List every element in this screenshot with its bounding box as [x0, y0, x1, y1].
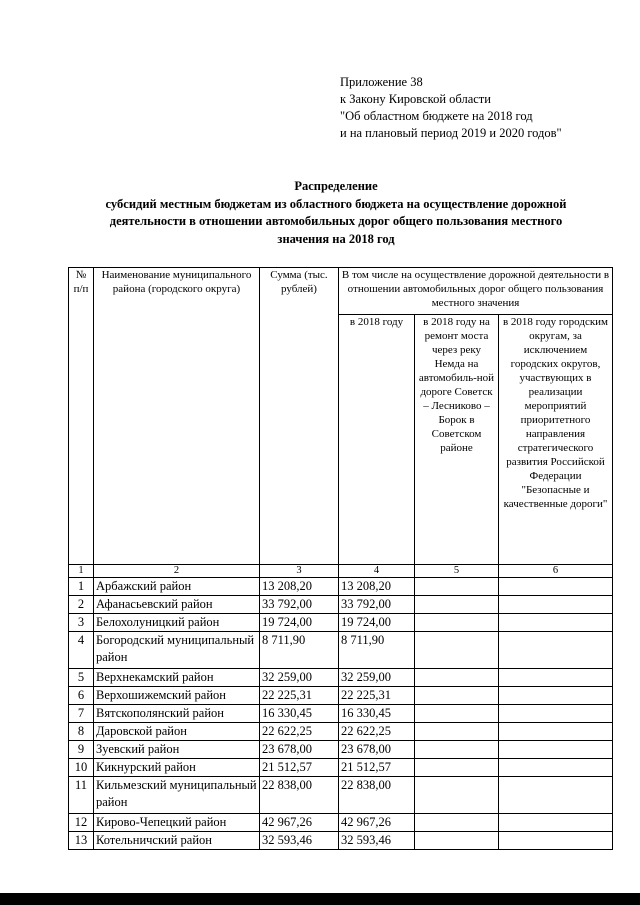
y2018-cell: 13 208,20 — [339, 578, 415, 596]
row-number: 11 — [69, 777, 94, 814]
city-cell — [499, 814, 613, 832]
row-number: 7 — [69, 705, 94, 723]
city-cell — [499, 759, 613, 777]
document-title — [60, 178, 612, 248]
bridge-cell — [415, 705, 499, 723]
appendix-line: и на плановый период 2019 и 2020 годов" — [340, 126, 562, 140]
district-name: Кильмезский муниципальный район — [94, 777, 260, 814]
sum-cell: 19 724,00 — [260, 614, 339, 632]
title-line: деятельности в отношении автомобильных дорог общего пользования местного — [109, 214, 563, 228]
city-cell — [499, 669, 613, 687]
title-line: субсидий местным бюджетам из областного бюджета на осуществление дорожной — [105, 196, 567, 211]
column-number: 4 — [339, 565, 415, 578]
bridge-cell — [415, 759, 499, 777]
district-name: Верхошижемский район — [94, 687, 260, 705]
row-number: 10 — [69, 759, 94, 777]
district-name: Кирово-Чепецкий район — [94, 814, 260, 832]
column-numbers-row — [69, 565, 613, 578]
city-cell — [499, 777, 613, 814]
district-name: Котельничский район — [94, 832, 260, 850]
header-number: № п/п — [69, 268, 94, 565]
sum-cell: 32 593,46 — [260, 832, 339, 850]
district-name: Богородский муниципальный район — [94, 632, 260, 669]
header-sub-bridge: в 2018 году на ремонт моста через реку Немда на автомобиль-ной дороге Советск – Лесниково – Борок в Советском районе — [415, 315, 499, 565]
table-row — [69, 596, 613, 614]
header-name: Наименование муниципального района (городского округа) — [94, 268, 260, 565]
district-name: Афанасьевский район — [94, 596, 260, 614]
y2018-cell: 8 711,90 — [339, 632, 415, 669]
table-row — [69, 705, 613, 723]
sum-cell: 13 208,20 — [260, 578, 339, 596]
table-row — [69, 632, 613, 669]
row-number: 9 — [69, 741, 94, 759]
header-sub-2018: в 2018 году — [339, 315, 415, 565]
table-row — [69, 759, 613, 777]
y2018-cell: 42 967,26 — [339, 814, 415, 832]
appendix-line: "Об областном бюджете на 2018 год — [340, 109, 533, 123]
column-number: 1 — [69, 565, 94, 578]
sum-cell: 23 678,00 — [260, 741, 339, 759]
city-cell — [499, 632, 613, 669]
column-number: 2 — [94, 565, 260, 578]
sum-cell: 33 792,00 — [260, 596, 339, 614]
y2018-cell: 23 678,00 — [339, 741, 415, 759]
appendix-line: к Закону Кировской области — [340, 92, 491, 106]
city-cell — [499, 832, 613, 850]
table-row — [69, 741, 613, 759]
column-number: 3 — [260, 565, 339, 578]
appendix-note — [340, 74, 562, 142]
table-row — [69, 687, 613, 705]
table-row — [69, 614, 613, 632]
row-number: 3 — [69, 614, 94, 632]
bridge-cell — [415, 614, 499, 632]
bridge-cell — [415, 777, 499, 814]
sum-cell: 32 259,00 — [260, 669, 339, 687]
bridge-cell — [415, 632, 499, 669]
district-name: Вятскополянский район — [94, 705, 260, 723]
row-number: 12 — [69, 814, 94, 832]
subsidy-table — [68, 267, 613, 850]
appendix-line: Приложение 38 — [340, 75, 423, 89]
header-sum: Сумма (тыс. рублей) — [260, 268, 339, 565]
table-row — [69, 777, 613, 814]
header-including: В том числе на осуществление дорожной деятельности в отношении автомобильных дорог общего пользования местного значения — [339, 268, 613, 315]
row-number: 1 — [69, 578, 94, 596]
y2018-cell: 22 838,00 — [339, 777, 415, 814]
bridge-cell — [415, 832, 499, 850]
row-number: 8 — [69, 723, 94, 741]
city-cell — [499, 614, 613, 632]
y2018-cell: 32 593,46 — [339, 832, 415, 850]
city-cell — [499, 687, 613, 705]
district-name: Зуевский район — [94, 741, 260, 759]
y2018-cell: 22 225,31 — [339, 687, 415, 705]
bridge-cell — [415, 669, 499, 687]
table-row — [69, 814, 613, 832]
bridge-cell — [415, 578, 499, 596]
district-name: Кикнурский район — [94, 759, 260, 777]
table-row — [69, 723, 613, 741]
row-number: 2 — [69, 596, 94, 614]
city-cell — [499, 741, 613, 759]
sum-cell: 42 967,26 — [260, 814, 339, 832]
title-line: значения на 2018 год — [277, 231, 395, 246]
city-cell — [499, 723, 613, 741]
sum-cell: 22 225,31 — [260, 687, 339, 705]
row-number: 6 — [69, 687, 94, 705]
scan-bottom-border — [0, 893, 640, 905]
row-number: 4 — [69, 632, 94, 669]
header-sub-city: в 2018 году городским округам, за исключением городских округов, участвующих в реализации мероприятий приоритетного направления стратегического развития Российской Федерации "Безопасные и качественные дороги" — [499, 315, 613, 565]
row-number: 5 — [69, 669, 94, 687]
table-row — [69, 669, 613, 687]
bridge-cell — [415, 723, 499, 741]
district-name: Арбажский район — [94, 578, 260, 596]
column-number: 6 — [499, 565, 613, 578]
sum-cell: 21 512,57 — [260, 759, 339, 777]
sum-cell: 16 330,45 — [260, 705, 339, 723]
y2018-cell: 33 792,00 — [339, 596, 415, 614]
bridge-cell — [415, 596, 499, 614]
y2018-cell: 21 512,57 — [339, 759, 415, 777]
district-name: Верхнекамский район — [94, 669, 260, 687]
sum-cell: 22 838,00 — [260, 777, 339, 814]
bridge-cell — [415, 814, 499, 832]
sum-cell: 22 622,25 — [260, 723, 339, 741]
bridge-cell — [415, 687, 499, 705]
table-row — [69, 832, 613, 850]
district-name: Белохолуницкий район — [94, 614, 260, 632]
title-line: Распределение — [294, 179, 378, 193]
y2018-cell: 19 724,00 — [339, 614, 415, 632]
city-cell — [499, 596, 613, 614]
sum-cell: 8 711,90 — [260, 632, 339, 669]
y2018-cell: 16 330,45 — [339, 705, 415, 723]
city-cell — [499, 578, 613, 596]
bridge-cell — [415, 741, 499, 759]
table-row — [69, 578, 613, 596]
row-number: 13 — [69, 832, 94, 850]
column-number: 5 — [415, 565, 499, 578]
district-name: Даровской район — [94, 723, 260, 741]
city-cell — [499, 705, 613, 723]
y2018-cell: 22 622,25 — [339, 723, 415, 741]
y2018-cell: 32 259,00 — [339, 669, 415, 687]
